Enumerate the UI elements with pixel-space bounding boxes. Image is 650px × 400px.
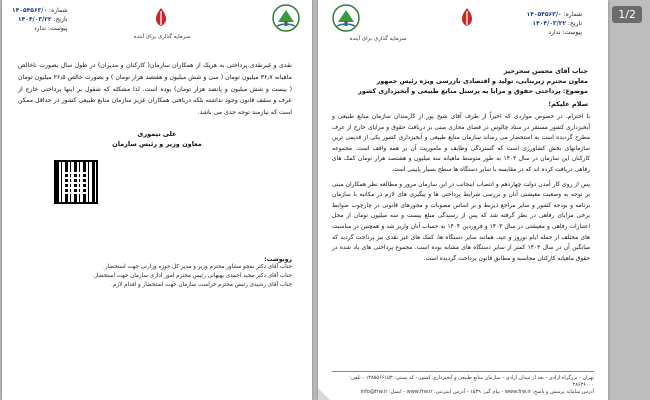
attachment-label: پیوست: bbox=[562, 29, 582, 36]
date-label: تاریخ: bbox=[568, 20, 582, 27]
paragraph-continued: نقدی و غیرنقدی پرداختی به هریک از همکاران سازمان( کارکنان و مدیران) در طول سال بصورت ناخالص ماهیانه ۳۶٫۷ میلیون تومان ( سی و شش میلیون و هفتصد هزار تومان ) و بصورت خالص ۲۶٫۵ میلیون تومان ( بیست و شش میلیون و پانصد هزار تومان) بوده است. لذا مشکله که شقول بر اینها پرداختی خارج از عرف و سقف قانون وجود نداشته بلکه دریافتی همکاران عزیز سازمان منابع طبیعی کشور در حداقل ممکن است که نیازمند توجه جدی می باشد. bbox=[18, 62, 292, 117]
letter-header bbox=[2, 0, 312, 60]
copies-block bbox=[2, 256, 312, 290]
footer-address: تهران - بزرگراه ازادی - بعد از میدان ازادی - سازمان منابع طبیعی و آبخیزداری کشور - کد پستی: ۱۳۸۵۵۶۶۱۵۳ - تلفن: ۴۸۶۳۶۰۰۰ bbox=[349, 375, 594, 388]
number-value: ۱۴۰۵۴۵۶۳/۰ bbox=[12, 7, 48, 14]
forest-organization-logo-icon bbox=[332, 4, 360, 32]
date-value: ۱۴۰۴/۰۳/۲۲ bbox=[17, 16, 52, 23]
greeting: سلام علیکم؛ bbox=[548, 100, 588, 108]
page-footer bbox=[332, 371, 594, 396]
header-caption: سرمایه گذاری برای آینده bbox=[133, 34, 191, 40]
addressee-block bbox=[318, 66, 608, 96]
attachment-value: ندارد bbox=[548, 29, 561, 36]
iran-emblem-icon bbox=[456, 6, 478, 28]
signature-block bbox=[2, 129, 312, 149]
date-label: تاریخ: bbox=[53, 16, 68, 23]
document-page-2 bbox=[2, 0, 312, 400]
page-curl-icon bbox=[318, 388, 330, 400]
attachment-label: پیوست: bbox=[47, 25, 68, 32]
signer-title: معاون وزیر و رئیس سازمان bbox=[112, 139, 202, 148]
copies-heading: رونوشت: bbox=[264, 256, 292, 263]
forest-organization-logo-icon bbox=[272, 4, 300, 32]
iran-emblem-icon bbox=[150, 6, 172, 28]
number-label: شماره: bbox=[49, 7, 68, 14]
paragraph-1: با احترام، در خصوص مواردی که اخیراً از طرف آقای شیخ پور از کارمندان سازمان منابع طبیعی و آبخیزداری کشور مستقر در ستاد چالوس در فضای مجازی مبنی بر دریافت حقوق و مزایای خارج از عرف مطرح گردیده است به استحضار می رساند سازمان منابع طبیعی و آبخیزداری کشور یکی از قدیمی ترین سازمانهای بخش کشاورزی است که گستردگی وظایف و ماموریت آن بر همه واقف است. مجموعه کارکنان این سازمان در سال ۱۴۰۳ به طور متوسط ماهیانه سه میلیون و هشتصد هزار تومان کمک های رفاهی دریافت کرده اند که در مقایسه با سایر دستگاه ها سطح بسیار پایینی است. bbox=[332, 114, 590, 173]
page-indicator: 1/2 bbox=[612, 6, 642, 23]
copy-line: جناب آقای رشیدی رئیس محترم حراست سازمان جهت استحضار و اقدام لازم. bbox=[111, 282, 292, 288]
footer-contact: آدرس سامانه پرسش و پاسخ: www.frw.ir - پیام گیر: ۱۵۳۹ - آدرس اینترنتی: www.frw.ir - ایمیل: info@frw.ir bbox=[360, 389, 594, 395]
date-value: ۱۴۰۴/۰۳/۲۲ bbox=[532, 20, 567, 27]
copy-line: جناب آقای دکتر نمجو مشاور محترم وزیر و مدیر کل حوزه وزارتی جهت استحضار. bbox=[103, 264, 292, 270]
addressee-name: جناب آقای محسن سحرخیز bbox=[503, 67, 588, 75]
number-label: شماره: bbox=[563, 11, 582, 18]
addressee-title: معاون محترم زیربنایی، تولید و اقتصادی بازرسی ویژه رئیس جمهور bbox=[376, 77, 588, 85]
copy-line: جناب آقای دکتر مجید احمدی بهبهانی رئیس محترم امور اداری سازمان جهت استحضار. bbox=[92, 273, 292, 279]
letter-meta bbox=[527, 10, 582, 37]
document-page-1 bbox=[318, 0, 608, 400]
letter-meta bbox=[12, 6, 67, 33]
signer-name: علی تیموری bbox=[137, 129, 177, 138]
header-caption: سرمایه گذاری برای آینده bbox=[349, 36, 407, 42]
letter-subject: موضوع: پرداختی حقوق و مزایا به پرسنل منابع طبیعی و آبخیزداری کشور bbox=[358, 87, 588, 95]
letter-header bbox=[318, 0, 608, 60]
number-value: ۱۴۰۵۴۵۶۳/۰ bbox=[526, 11, 562, 18]
qr-code-icon bbox=[54, 160, 98, 204]
attachment-value: ندارد bbox=[33, 25, 47, 32]
paragraph-2: پس از روی کار آمدن دولت چهاردهم و انتصاب اینجانب در این سازمان مرور و مطالعه نظر همکاران مبنی بر توجه به وضعیت معیشتی آنان و بررسی شرایط پرداختی ها و پیگیری های لازم در مکاتبه با سازمان برنامه و بودجه کشور و سایر مراجع ذیربط و بر اساس مصوبات و مجوزهای قانونی در چارچوب ضوابط برخی مزایای رفاهی در نظر گرفته شد که پس از رسیدگی مبلغ بیست و سه میلیون تومان از محل اعتبارات رفاهی و معیشتی در سال ۱۴۰۳ و فروردین ۱۴۰۴ به حساب آنان واریز شد و همچنین در مناسبت های مختلف از جمله ایام نوروز و عید، همانند سایر دستگاه ها، کمک های غیر نقدی نیز پرداخت گردید که میانگین آن در سال ۱۴۰۳ کمتر از سایر دستگاه های مشابه بوده است. مجموع پرداختی های یاد شده در حقوق ماهیانه کارکنان محاسبه و مطابق قانون پرداخت گردیده است. bbox=[332, 181, 591, 262]
